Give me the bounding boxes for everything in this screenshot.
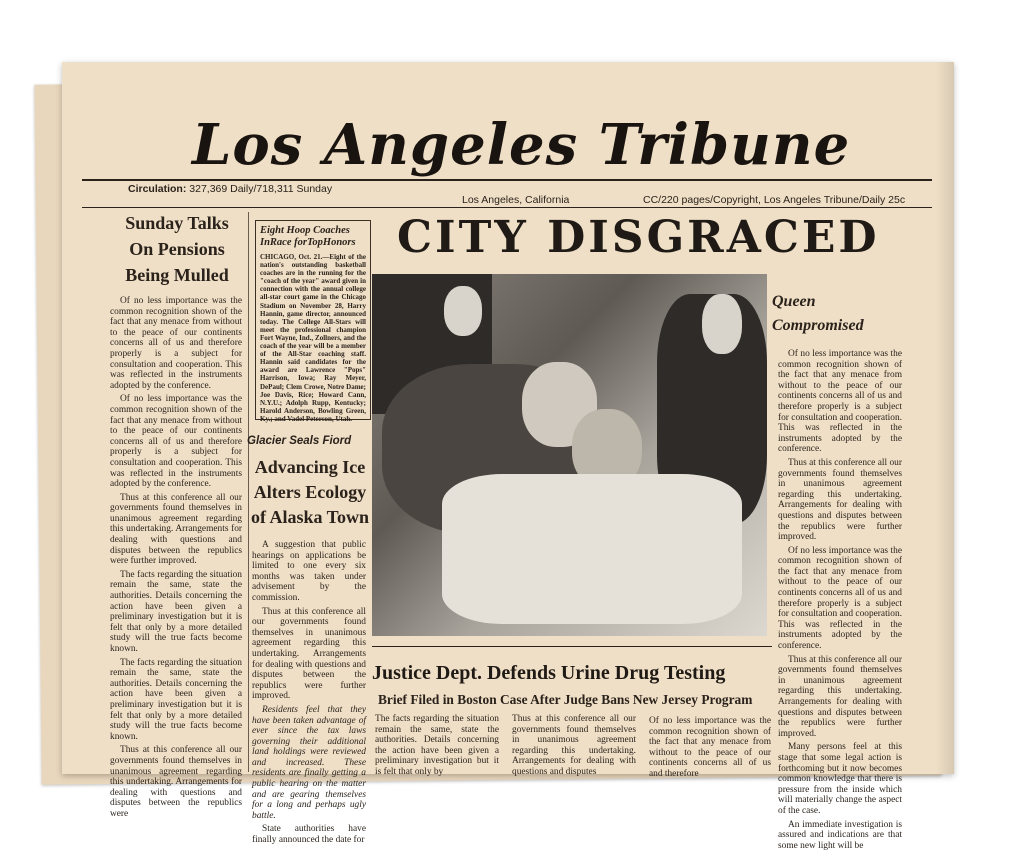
- glacier-kicker: Glacier Seals Fiord: [247, 435, 352, 447]
- glacier-paragraph: Residents feel that they have been taken advantage of ever since the tax laws governing their additional land holdings were reviewed and increased. These residents are finally getting a public hearing on the matter and are gearing themselves for a long and perhaps ugly battle.: [252, 704, 366, 821]
- queen-paragraph: Thus at this conference all our governments found themselves in unanimous agreement regarding this undertaking. Arrangements for dealing with questions and disputes between the republics were further improved.: [778, 457, 902, 543]
- queen-story-body: [778, 349, 902, 851]
- queen-paragraph: Of no less importance was the common recognition shown of the fact that any menace from without to the peace of our continents concerns all of us and therefore properly is a subject for consultation and cooperation. This was reflected in the instruments adopted by the conference.: [778, 545, 902, 652]
- drug-deck: Brief Filed in Boston Case After Judge Bans New Jersey Program: [378, 692, 753, 707]
- masthead: Los Angeles Tribune: [192, 112, 851, 178]
- left-story-body: [110, 296, 242, 819]
- coaches-text: CHICAGO, Oct. 21.—Eight of the nation's outstanding basketball coaches are in the running for the "coach of the year" award given in connection with the annual college all-star court game in the Chicago Stadium on November 28, Harry Hannin, game director, announced today. The College All-Stars will meet the professional champion Fort Wayne, Ind., Zollners, and the coach of the year will be a member of the All-Star coaching staff. Hannin said candidates for the award are Lawrence "Pops" Harrison, Iowa; Ray Meyer, DePaul; Clem Crowe, Notre Dame; Joe Davis, Rice; Howard Cann, N.Y.U.; Adolph Rupp, Kentucky; Harold Anderson, Bowling Green, Ky.; and Vadel Peterson, Utah.: [260, 253, 366, 423]
- queen-paragraph: An immediate investigation is assured and indications are that some new light will be: [778, 819, 902, 851]
- photo-face-back: [444, 286, 482, 336]
- left-paragraph: Of no less importance was the common recognition shown of the fact that any menace from without to the peace of our continents concerns all of us and therefore properly is a subject for consultation and cooperation. This was reflected in the instruments adopted by the conference.: [110, 296, 242, 391]
- glacier-paragraph: A suggestion that public hearings on applications be limited to one every six months was taken under advisement by the commission.: [252, 540, 366, 603]
- queen-headline: Queen Compromised: [772, 293, 864, 334]
- glacier-story-body: [252, 540, 366, 846]
- circulation-value: 327,369 Daily/718,311 Sunday: [189, 183, 333, 195]
- masthead-rule-top: [82, 179, 932, 181]
- left-paragraph: The facts regarding the situation remain the same, state the authorities. Details concerning the action have been given a preliminary investigation but it is felt that only by a more detailed study will the true facts become known.: [110, 569, 242, 654]
- newspaper-front-page: [62, 62, 954, 851]
- glacier-headline: Advancing Ice Alters Ecology of Alaska Town: [250, 457, 370, 527]
- location: Los Angeles, California: [462, 194, 570, 206]
- drug-col-1: The facts regarding the situation remain the same, state the authorities. Details concerning the action have been given a preliminary investigation but it is felt that only by: [375, 714, 499, 777]
- left-headline: Sunday Talks On Pensions Being Mulled: [125, 213, 229, 285]
- queen-paragraph: Many persons feel at this stage that some legal action is forthcoming but it now becomes common knowledge that there is pressure from the inside which will materially change the aspect of the case.: [778, 742, 902, 816]
- drug-headline: Justice Dept. Defends Urine Drug Testing: [372, 662, 726, 684]
- news-photo: [372, 274, 767, 636]
- left-paragraph: Thus at this conference all our governments found themselves in unanimous agreement regarding this undertaking. Arrangements for dealing with questions and disputes between the republics were further improved.: [110, 492, 242, 567]
- price-line: CC/220 pages/Copyright, Los Angeles Tribune/Daily 25c: [643, 194, 906, 206]
- masthead-rule-bottom: [82, 207, 932, 208]
- photo-face-right: [702, 294, 742, 354]
- queen-paragraph: Of no less importance was the common recognition shown of the fact that any menace from without to the peace of our continents concerns all of us and therefore properly is a subject for consultation and cooperation. This was reflected in the instruments adopted by the conference.: [778, 349, 902, 455]
- photo-gown: [442, 474, 742, 624]
- photo-rule: [372, 646, 772, 647]
- coaches-box: [255, 220, 371, 423]
- drug-col-2: Thus at this conference all our governments found themselves in unanimous agreement regarding this undertaking. Arrangements for dealing with questions and disputes: [512, 714, 636, 777]
- left-paragraph: Thus at this conference all our governments found themselves in unanimous agreement regarding this undertaking. Arrangements for dealing with questions and disputes between the republics were: [110, 745, 242, 819]
- left-paragraph: Of no less importance was the common recognition shown of the fact that any menace from without to the peace of our continents concerns all of us and therefore properly is a subject for consultation and cooperation. This was reflected in the instruments adopted by the conference.: [110, 394, 242, 490]
- left-paragraph: The facts regarding the situation remain the same, state the authorities. Details concerning the action have been given a preliminary investigation but it is felt that only by a more detailed study will the true facts become known.: [110, 657, 242, 742]
- coaches-headline: Eight Hoop Coaches InRace forTopHonors: [260, 225, 356, 248]
- main-headline: CITY DISGRACED: [397, 212, 880, 263]
- glacier-paragraph: Thus at this conference all our governments found themselves in unanimous agreement regarding this undertaking. Arrangements for dealing with questions and disputes between the republics were further improved.: [252, 606, 366, 702]
- glacier-paragraph: State authorities have finally announced the date for: [252, 824, 366, 846]
- circulation: [128, 183, 332, 195]
- queen-paragraph: Thus at this conference all our governments found themselves in unanimous agreement regarding this undertaking. Arrangements for dealing with questions and disputes between the republics were further improved.: [778, 654, 902, 739]
- drug-col-3: Of no less importance was the common recognition shown of the fact that any menace from without to the peace of our continents concerns all of us and therefore: [649, 716, 771, 779]
- circulation-label: Circulation:: [128, 183, 187, 195]
